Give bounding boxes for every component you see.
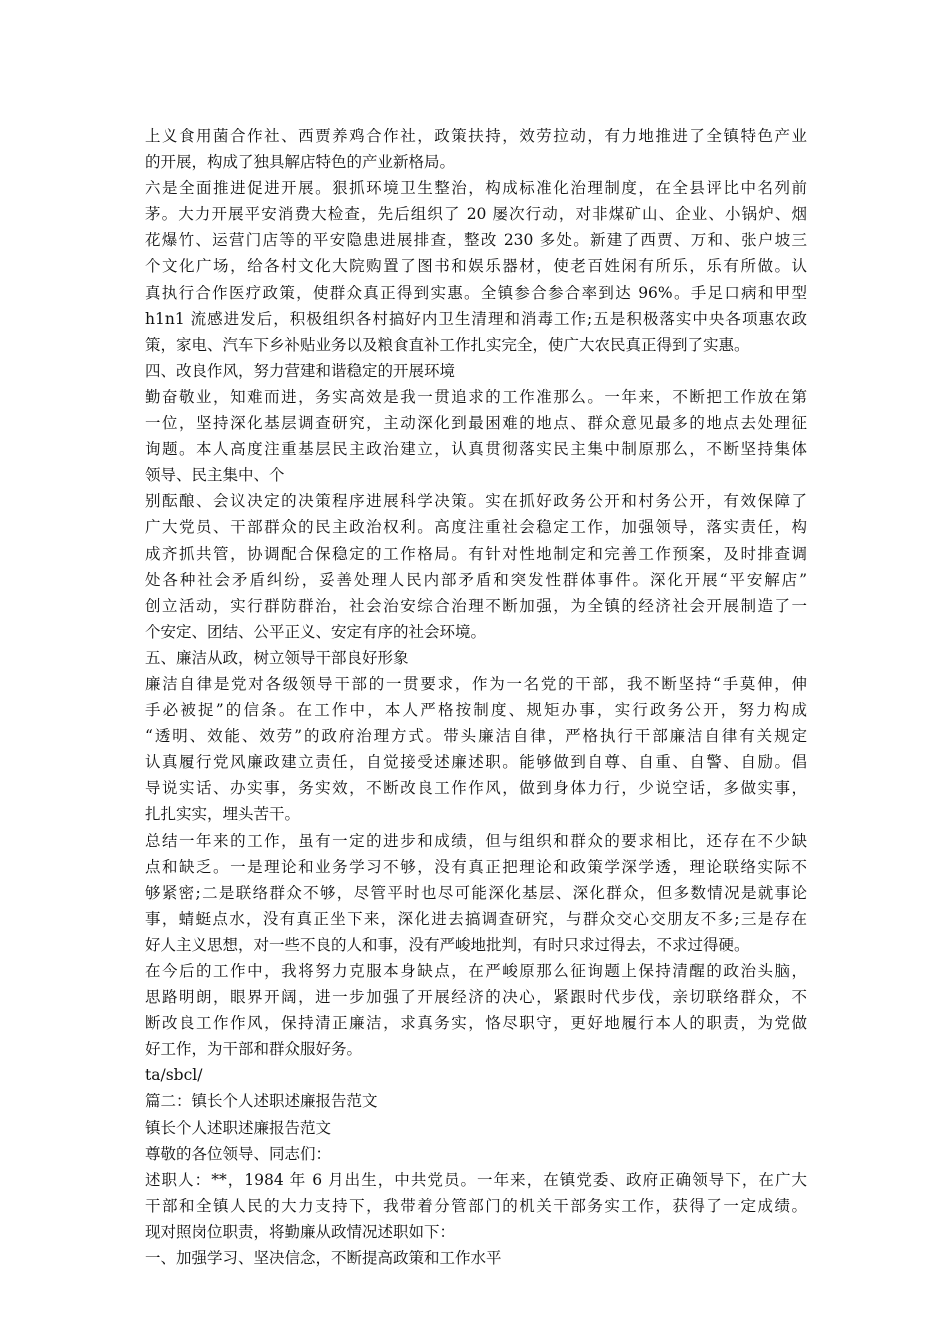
text-line: h1n1 流感进发后，积极组织各村搞好内卫生清理和消毒工作;五是积极落实中央各项惠农政 [145,309,807,328]
text-line: 创立活动，实行群防群治，社会治安综合治理不断加强，为全镇的经济社会开展制造了一 [145,596,807,615]
text-line: 处各种社会矛盾纠纷，妥善处理人民内部矛盾和突发性群体事件。深化开展“平安解店” [145,570,807,589]
text-line: 上义食用菌合作社、西贾养鸡合作社，政策扶持，效劳拉动，有力地推进了全镇特色产业 [145,127,807,145]
text-line: 在今后的工作中，我将努力克服本身缺点，在严峻原那么征询题上保持清醒的政治头脑， [145,962,807,980]
text-line: 好人主义思想，对一些不良的人和事，没有严峻地批判，有时只求过得去，不求过得硬。 [145,935,750,954]
text-line: 认真履行党风廉政建立责任，自觉接受述廉述职。能够做到自尊、自重、自警、自励。倡 [145,753,807,772]
text-line: 总结一年来的工作，虽有一定的进步和成绩，但与组织和群众的要求相比，还存在不少缺 [145,831,807,850]
text-line: 思路明朗，眼界开阔，进一步加强了开展经济的决心，紧跟时代步伐，亲切联络群众，不 [145,988,807,1007]
text-line: 的开展，构成了独具解店特色的产业新格局。 [145,153,456,172]
text-line: 好工作，为干部和群众服好务。 [145,1040,363,1059]
text-line: 点和缺乏。一是理论和业务学习不够，没有真正把理论和政策学深学透，理论联络实际不 [145,857,807,876]
text-line: 四、改良作风，努力营建和谐稳定的开展环境 [145,361,456,380]
text-line: ta/sbcl/ [145,1066,203,1085]
text-line: 别酝酿、会议决定的决策程序进展科学决策。实在抓好政务公开和村务公开，有效保障了 [145,492,807,511]
text-line: 扎扎实实，埋头苦干。 [145,805,301,824]
document-body [145,123,807,1271]
text-line: 干部和全镇人民的大力支持下，我带着分管部门的机关干部务实工作，获得了一定成绩。 [145,1196,807,1215]
text-line: 一位，坚持深化基层调查研究，主动深化到最困难的地点、群众意见最多的地点去处理征 [145,414,807,433]
text-line: 策，家电、汽车下乡补贴业务以及粮食直补工作扎实完全，使广大农民真正得到了实惠。 [145,335,750,354]
text-line: 述职人：**，1984 年 6 月出生，中共党员。一年来，在镇党委、政府正确领导下，在广大 [145,1170,807,1189]
text-line: “透明、效能、效劳”的政府治理方式。带头廉洁自律，严格执行干部廉洁自律有关规定 [145,727,807,746]
text-line: 够紧密;二是联络群众不够，尽管平时也尽可能深化基层、深化群众，但多数情况是就事论 [145,883,807,902]
text-line: 导说实话、办实事，务实效，不断改良工作作风，做到身体力行，少说空话，多做实事， [145,779,807,798]
text-line: 真执行合作医疗政策，使群众真正得到实惠。全镇参合参合率到达 96%。手足口病和甲型 [145,283,807,302]
text-line: 个文化广场，给各村文化大院购置了图书和娱乐器材，使老百姓闲有所乐，乐有所做。认 [145,257,807,276]
text-line: 六是全面推进促进开展。狠抓环境卫生整治，构成标准化治理制度，在全县评比中名列前 [145,179,807,198]
text-line: 事，蜻蜓点水，没有真正坐下来，深化进去搞调查研究，与群众交心交朋友不多;三是存在 [145,909,807,928]
text-line: 一、加强学习、坚决信念，不断提高政策和工作水平 [145,1249,502,1268]
text-line: 五、廉洁从政，树立领导干部良好形象 [145,648,409,667]
text-line: 篇二：镇长个人述职述廉报告范文 [145,1092,378,1111]
text-line: 断改良工作作风，保持清正廉洁，求真务实，恪尽职守，更好地履行本人的职责，为党做 [145,1014,807,1033]
text-line: 手必被捉”的信条。在工作中，本人严格按制度、规矩办事，实行政务公开，努力构成 [145,701,807,720]
text-line: 领导、民主集中、个 [145,466,285,485]
text-line: 个安定、团结、公平正义、安定有序的社会环境。 [145,622,487,641]
text-line: 花爆竹、运营门店等的平安隐患进展排查，整改 230 多处。新建了西贾、万和、张户坡三 [145,231,807,250]
text-line: 询题。本人高度注重基层民主政治建立，认真贯彻落实民主集中制原那么，不断坚持集体 [145,440,807,459]
text-line: 镇长个人述职述廉报告范文 [145,1118,332,1137]
text-line: 茅。大力开展平安消费大检查，先后组织了 20 屡次行动，对非煤矿山、企业、小锅炉、烟 [145,205,807,224]
text-line: 尊敬的各位领导、同志们： [145,1144,332,1163]
text-line: 现对照岗位职责，将勤廉从政情况述职如下： [145,1222,456,1241]
text-line: 广大党员、干部群众的民主政治权利。高度注重社会稳定工作，加强领导，落实责任，构 [145,518,807,537]
text-line: 勤奋敬业，知难而进，务实高效是我一贯追求的工作准那么。一年来，不断把工作放在第 [145,387,807,406]
text-line: 成齐抓共管，协调配合保稳定的工作格局。有针对性地制定和完善工作预案，及时排查调 [145,544,807,563]
text-line: 廉洁自律是党对各级领导干部的一贯要求，作为一名党的干部，我不断坚持“手莫伸，伸 [145,674,807,693]
